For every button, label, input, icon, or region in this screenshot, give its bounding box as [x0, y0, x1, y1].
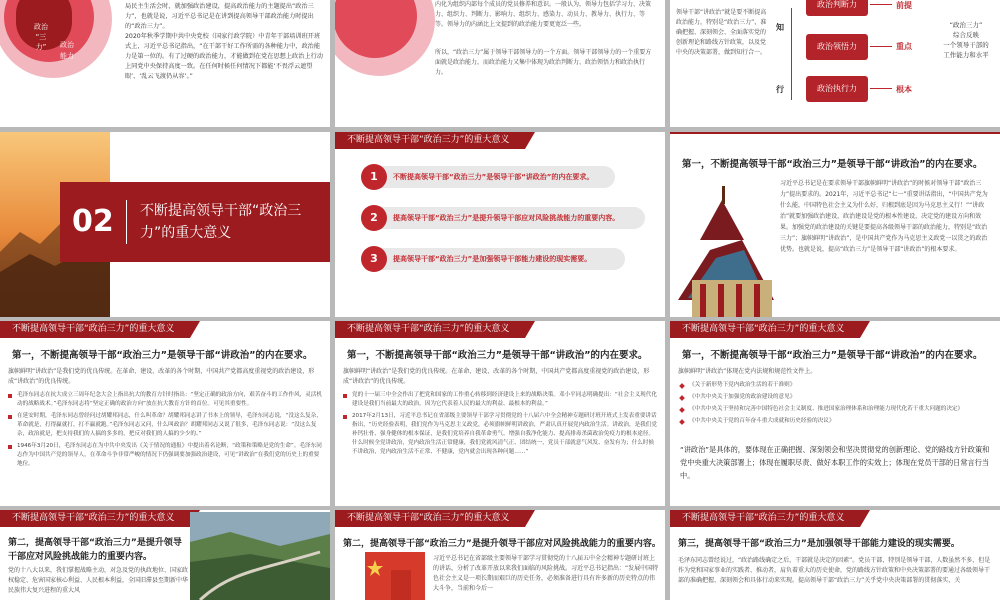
bullet-item: 1946年3月20日，毛泽东同志在为中共中央发出《关于情况的通报》中提出着名论断，“政策和策略是党的生命”。毛泽东同志作为中国共产党的领导人，在革命斗争非常严峻的情况下仍强调要加强政治建设，可见“讲政治”在我们党的历史上的重要地位。	[8, 442, 324, 469]
slide9-summary: “讲政治”是具体的，要体现在正确把握、深刻领会和坚决贯彻党的创新理论、党的路线方针政策和党中央重大决策部署上；体现在履职尽责、做好本职工作的实效上；体现在党员干部的日常言行当中。	[680, 445, 990, 480]
slide-heading: 第二，提高领导干部“政治三力”是提升领导干部应对风险挑战能力的重要内容。	[8, 538, 182, 562]
slide9-bullets	[680, 381, 992, 429]
number-divider	[126, 200, 127, 244]
slide-header: 不断提高领导干部“政治三力”的重大意义	[335, 132, 525, 149]
slide-2[interactable]	[335, 0, 665, 127]
item-number: 3	[361, 246, 387, 272]
slide-header: 不断提高领导干部“政治三力”的重大意义	[0, 510, 190, 527]
bullet-item: 在延安时期，毛泽东同志曾经问过胡耀邦同志，什么叫革命？胡耀邦同志讲了书本上的领导，毛泽东同志说，“没这么复杂，革命就是，打得赢就打，打不赢就跑。”毛泽东同志又问，什么叫政治？胡耀邦同志又说了很多，毛泽东同志说：“没这么复杂，政治就是，把支持我们的人搞的多多的，把反对我们的人搞的少少的。”	[8, 412, 324, 439]
item-2	[363, 207, 645, 229]
item-number: 1	[361, 164, 387, 190]
item-1	[363, 166, 615, 188]
slide-8[interactable]	[335, 321, 665, 506]
coastal-road-image	[190, 512, 330, 600]
slide-9[interactable]	[670, 321, 1000, 506]
item-3	[363, 248, 625, 270]
box-political-understanding: 政治领悟力	[806, 34, 868, 60]
slide-heading: 第二，提高领导干部“政治三力”是提升领导干部应对风险挑战能力的重要内容。	[343, 539, 661, 549]
zhi-xing-line	[791, 8, 792, 100]
slide-7[interactable]	[0, 321, 330, 506]
slide12-text: 毛泽东同志曾经说过，“政治路线确定之后，干部就是决定的因素”。党员干部，特别是领导干部，人数虽然不多，但是作为党和国家事业的实践者、推动者，肩负着重大的历史使命，党的路线方针政策和中央决策部署的要通过各级领导干部的准确把握、深刻领会和具体行动来实现。提高领导干部“政治三力”关乎党中央决策部署的贯彻落实，关	[678, 557, 991, 584]
slide-heading: 第一，不断提高领导干部“政治三力”是领导干部“讲政治”的内在要求。	[347, 350, 648, 361]
box-political-execution: 政治执行力	[806, 76, 868, 102]
slide-header: 不断提高领导干部“政治三力”的重大意义	[335, 321, 525, 338]
slide-header: 不断提高领导干部“政治三力”的重大意义	[670, 321, 860, 338]
label-zhi: 知	[776, 23, 784, 32]
circle-center-label: 政治 “三 力”	[34, 23, 48, 51]
item-text: 提高领导干部“政治三力”是提升领导干部应对风险挑战能力的重要内容。	[393, 214, 620, 222]
item-text: 提高领导干部“政治三力”是加强领导干部能力建设的现实需要。	[393, 255, 592, 263]
slide3-text: 领导干部“讲政治”就是要不断提高政治能力，特别是“政治三力”，准确把握、深刻领会、全面落实党的创新理论和路线方针政策，以及党中央的决策部署，做到知行合一。	[676, 9, 767, 56]
tag-root: 根本	[896, 85, 912, 94]
slide-3[interactable]	[670, 0, 1000, 127]
slide1-text: 局民主生活会时，就加强政治建设，提高政治能力的主题提出“政治三力”，也就是说，习近平总书记是在讲到提高领导干部政治能力时提出的“政治三力”。 2020年秋季学期中共中央党校（国家行政学院）中青年干部培训班开班式上，习近平总书记指出，“在干部干好工作所需的各种能力中，政治能力是第一位的。有了过硬的政治能力，才能做到在党在思想上政治上行动上同党中央保持高度一致。在任何时候任何情况下都能‘不畏浮云遮望眼’、‘乱云飞渡仍从容’。”	[125, 3, 323, 80]
traditional-building-image	[670, 180, 780, 317]
slide6-text: 习近平总书记是在要求领导干部旗帜鲜明“讲政治”的时候对领导干部“政治三力”提出要求的。2021年，习近平总书记“七一”重要讲话指出，“中国共产党为什么能，中国特色社会主义为什么好，归根到底是因为马克思主义行！”“讲政治”就要加强政治建设，政治建设是党的根本性建设，决定党的建设方向和效果。加强党的政治建设的关键是要提高各级领导干部的政治能力，特别是“政治三力”；旗帜鲜明“讲政治”，是中国共产党作为马克思主义政党一以贯之的政治优势。也就是说，提高“政治三力”是领导干部“讲政治”的根本要求。	[780, 180, 988, 253]
slide-10[interactable]	[0, 510, 330, 600]
slide8-intro: 旗帜鲜明“讲政治”是我们党的优良传统。在革命、建设、改革的各个时期，中国共产党都高度重视党的政治建设，形成“讲政治”的优良传统。	[343, 368, 650, 385]
item-number: 2	[361, 205, 387, 231]
bullet-item: 《中共中央关于党的百年奋斗重大成就和历史经验的决议》	[680, 417, 992, 426]
slide3-side-text: “政治三力” 综合反映 一个领导干部的 工作能力和水平	[943, 21, 989, 59]
top-accent-line	[670, 132, 1000, 134]
arrow-1	[870, 4, 892, 5]
slide-header: 不断提高领导干部“政治三力”的重大意义	[670, 510, 860, 527]
slide-heading: 第一，不断提高领导干部“政治三力”是领导干部“讲政治”的内在要求。	[682, 159, 983, 170]
slide7-intro: 旗帜鲜明“讲政治”是我们党的优良传统。在革命、建设、改革的各个时期，中国共产党都高度重视党的政治建设，形成“讲政治”的优良传统。	[8, 368, 315, 385]
slide-4[interactable]	[0, 132, 330, 317]
slide2-text-2: 所以，“政治三力”属于领导干部领导力的一个方面。领导干部领导力的一个重要方面就是政治能力，而政治能力又集中体现为政治判断力、政治领悟力和政治执行力。	[435, 49, 652, 76]
slide-5[interactable]	[335, 132, 665, 317]
slide-1[interactable]	[0, 0, 330, 127]
slide-12[interactable]	[670, 510, 1000, 600]
slide2-text-1: 内化为组织内部每个成员的党员修养和意识。一般认为，领导力包括学习力、决策力、组织力、判断力、影响力、组织力、感染力、动员力、教导力、执行力、等等。领导力的内涵比上文提到的政治能力要更宽泛一些。	[435, 1, 652, 28]
circle-ring-label: 政治 能力	[60, 41, 74, 60]
bullet-item: 2017年2月13日，习近平总书记在省部级主要领导干部学习贯彻党的十八届六中全会精神专题研讨班开班式上发表重要讲话指出，“历史经验表明，我们党作为马克思主义政党，必须旗帜鲜明讲政治，严肃认真开展党内政治生活。讲政治，是我们党补钙壮骨、强身健体的根本保证，是我们党培养自我革命勇气、增强自我净化能力、提高排毒杀菌政治免疫力的根本途径。什么时候全党讲政治，党内政治生活正常健康，我们党就风清气正、团结统一，党员干部就意气风发、奋发有为；什么时候不讲政治，党内政治生活不正常、不健康，党内就会出现各种问题……”	[343, 412, 659, 457]
slide-heading: 第三，提高领导干部“政治三力”是加强领导干部能力建设的现实需要。	[678, 539, 960, 549]
tag-premise: 前提	[896, 1, 912, 10]
tag-focus: 重点	[896, 42, 912, 51]
section-title: 不断提高领导干部“政治三力”的重大意义	[140, 203, 302, 241]
slide-heading: 第一，不断提高领导干部“政治三力”是领导干部“讲政治”的内在要求。	[682, 350, 983, 361]
flag-image	[365, 552, 425, 600]
slide11-text: 习近平总书记在省部级主要领导干部学习贯彻党的十八届五中全会精神专题研讨班上的讲话，分析了改革开放以来我们面临的风险挑战。习近平总书记指出：“发展中国特色社会主义是一项长期而艰巨的历史任务，必须准备进行具有许多新的历史特点的伟大斗争，当前和今后一	[433, 555, 659, 592]
bullet-item: 《中共中央关于加强党的政治建设的意见》	[680, 393, 992, 402]
bullet-item: 《关于新形势下党内政治生活的若干准则》	[680, 381, 992, 390]
slide9-intro: 旗帜鲜明“讲政治”体现在党内法规和规范性文件上。	[678, 368, 817, 375]
arrow-3	[870, 88, 892, 89]
slide10-text: 党的十八大以来，我们掌握战略主动，对急及党的执政地位、国家政权稳定、危害国家核心利益、人民根本利益，全国旧滞县至期新中华民族伟大复兴进程的重大风	[8, 567, 189, 594]
circle-outer-label: 领导力	[80, 71, 101, 79]
slide8-bullets	[343, 391, 659, 460]
slide-6[interactable]	[670, 132, 1000, 317]
slide-header: 不断提高领导干部“政治三力”的重大意义	[0, 321, 190, 338]
slide7-bullets	[8, 391, 324, 472]
bullet-item: 毛泽东同志在抗大成立三周年纪念大会上指出抗大的教育方针时指出：“坚定正确的政治方向，艰苦奋斗的工作作风，灵活机动的战略战术。”毛泽东同志将“坚定正确的政治方向”放在抗大教育方针的首位。可见其重要性。	[8, 391, 324, 409]
slide-header: 不断提高领导干部“政治三力”的重大意义	[335, 510, 525, 527]
slide-heading: 第一，不断提高领导干部“政治三力”是领导干部“讲政治”的内在要求。	[12, 350, 313, 361]
box-political-judgment: 政治判断力	[806, 0, 868, 16]
item-text: 不断提高领导干部“政治三力”是领导干部“讲政治”的内在要求。	[393, 173, 594, 181]
slide-11[interactable]	[335, 510, 665, 600]
arrow-2	[870, 46, 892, 47]
bullet-item: 党的十一届三中全会作出了把党和国家的工作重心转移到经济建设上来的战略决策。邓小平同志明确提出：“社会主义现代化建设是我们当前最大的政治，因为它代表着人民的最大的利益、最根本的利益。”	[343, 391, 659, 409]
label-xing: 行	[776, 85, 784, 94]
bullet-item: 《中共中央关于坚持和完善中国特色社会主义制度、推进国家治理体系和治理能力现代化若干重大问题的决定》	[680, 405, 992, 414]
section-number: 02	[72, 204, 114, 239]
